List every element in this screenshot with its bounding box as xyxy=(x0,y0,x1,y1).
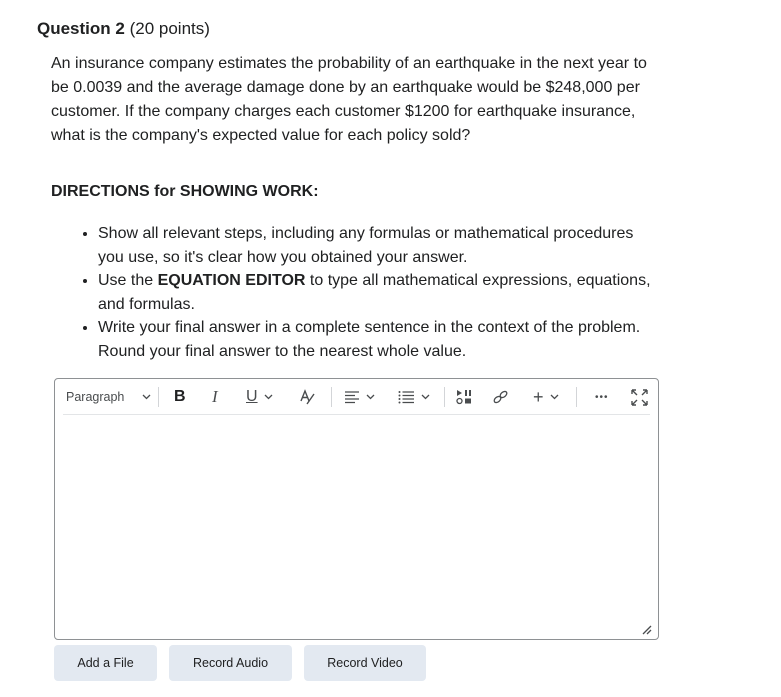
chevron-down-icon xyxy=(421,394,430,400)
italic-button[interactable]: I xyxy=(212,387,218,406)
editor-text-area[interactable] xyxy=(55,416,658,639)
list-button[interactable] xyxy=(398,387,430,407)
fullscreen-button[interactable] xyxy=(631,387,648,407)
toolbar-divider xyxy=(63,414,650,415)
chevron-down-icon xyxy=(142,394,151,400)
insert-stuff-button[interactable] xyxy=(533,387,559,407)
editor-toolbar xyxy=(55,379,658,415)
question-title xyxy=(37,19,210,39)
question-text: An insurance company estimates the probability of an earthquake in the next year to be 0.0039 and the average damage done by an earthquake would be $248,000 per customer. If the company charges each customer $1200 for earthquake insurance, what is the company's expected value for each policy sold? xyxy=(51,55,647,144)
rich-text-editor xyxy=(54,378,659,640)
insert-link-button[interactable] xyxy=(492,387,510,407)
resize-handle-icon[interactable] xyxy=(640,623,652,635)
toolbar-divider xyxy=(331,387,332,407)
insert-media-icon xyxy=(456,389,472,405)
toolbar-divider xyxy=(576,387,577,407)
underline-icon: U xyxy=(246,388,258,405)
underline-button[interactable] xyxy=(246,387,273,407)
toolbar-divider xyxy=(444,387,445,407)
record-video-button[interactable]: Record Video xyxy=(304,645,426,681)
link-icon xyxy=(492,389,510,405)
align-button[interactable] xyxy=(344,387,375,407)
list-item: • Show all relevant steps, including any formulas or mathematical procedures you use, so it's clear how you obtained your answer. xyxy=(98,222,663,269)
chevron-down-icon xyxy=(550,394,559,400)
directions-list xyxy=(56,222,663,363)
text-color-icon xyxy=(298,388,316,406)
chevron-down-icon xyxy=(264,394,273,400)
paragraph-format-select[interactable] xyxy=(66,387,151,407)
align-icon xyxy=(344,390,360,404)
directions-heading: DIRECTIONS for SHOWING WORK: xyxy=(51,183,319,200)
add-file-button[interactable]: Add a File xyxy=(54,645,157,681)
text-color-button[interactable] xyxy=(298,387,316,407)
question-points: (20 points) xyxy=(129,19,210,38)
more-actions-button[interactable]: ••• xyxy=(595,391,609,403)
bold-button[interactable]: B xyxy=(174,388,186,405)
list-icon xyxy=(398,390,415,404)
toolbar-divider xyxy=(158,387,159,407)
fullscreen-icon xyxy=(631,389,648,406)
plus-icon: + xyxy=(533,386,544,407)
list-item: • Write your final answer in a complete sentence in the context of the problem. Round your final answer to the nearest whole value. xyxy=(98,316,663,363)
question-label: Question 2 xyxy=(37,19,125,38)
record-audio-button[interactable]: Record Audio xyxy=(169,645,292,681)
insert-media-button[interactable] xyxy=(456,387,472,407)
list-item: • Use the EQUATION EDITOR to type all mathematical expressions, equations, and formulas. xyxy=(98,269,663,316)
paragraph-label: Paragraph xyxy=(66,390,125,404)
chevron-down-icon xyxy=(366,394,375,400)
